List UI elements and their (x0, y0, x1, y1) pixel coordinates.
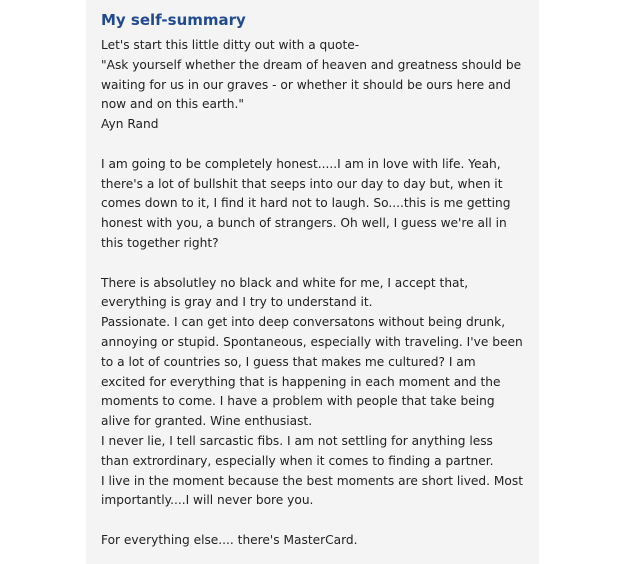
text-line: I live in the moment because the best moments are short lived. Most (101, 473, 523, 488)
text-line: waiting for us in our graves - or whether it should be ours here and (101, 77, 511, 92)
text-line: I never lie, I tell sarcastic fibs. I am not settling for anything less (101, 433, 493, 448)
text-line: excited for everything that is happening in each moment and the (101, 374, 501, 389)
text-line: honest with you, a bunch of strangers. Oh well, I guess we're all in (101, 216, 507, 231)
text-line: this together right? (101, 235, 219, 250)
text-line: Ayn Rand (101, 117, 159, 132)
text-line: comes down to it, I find it hard not to laugh. So....this is me getting (101, 196, 511, 211)
text-line: now and on this earth." (101, 97, 244, 112)
text-line: moments to come. I have a problem with people that take being (101, 394, 495, 409)
paragraph-gap (101, 254, 525, 274)
text-line: I am going to be completely honest.....I am in love with life. Yeah, (101, 156, 501, 171)
self-summary-section (86, 0, 539, 564)
text-line: For everything else.... there's MasterCard. (101, 532, 358, 547)
paragraph-gap (101, 511, 525, 531)
text-line: than extrordinary, especially when it comes to finding a partner. (101, 453, 494, 468)
text-line: everything is gray and I try to understand it. (101, 295, 373, 310)
text-line: annoying or stupid. Spontaneous, especially with traveling. I've been (101, 334, 523, 349)
text-line: importantly....I will never bore you. (101, 493, 314, 508)
text-line: Passionate. I can get into deep conversatons without being drunk, (101, 315, 506, 330)
paragraph-gap (101, 135, 525, 155)
section-title: My self-summary (101, 11, 246, 29)
text-line: Let's start this little ditty out with a quote- (101, 38, 360, 52)
text-line: There is absolutley no black and white for me, I accept that, (101, 275, 469, 290)
text-line: there's a lot of bullshit that seeps into our day to day but, when it (101, 176, 503, 191)
text-line: to a lot of countries so, I guess that makes me cultured? I am (101, 354, 476, 369)
text-line: "Ask yourself whether the dream of heaven and greatness should be (101, 57, 522, 72)
self-summary-text (101, 36, 525, 551)
text-line: alive for granted. Wine enthusiast. (101, 414, 313, 429)
